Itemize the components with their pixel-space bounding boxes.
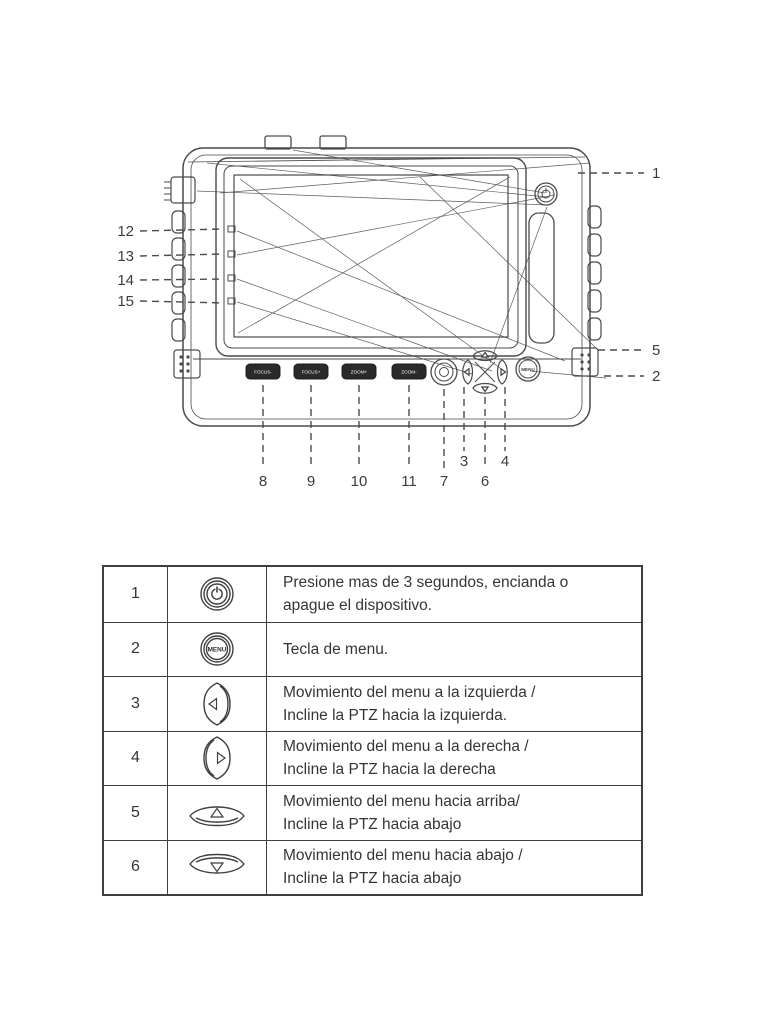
- callout-1: 1: [652, 165, 661, 182]
- table-row: [104, 785, 641, 840]
- right-arrow-icon: [167, 732, 266, 786]
- dpad-right: [498, 360, 508, 384]
- device-illustration: [98, 131, 672, 505]
- table-row: [104, 567, 641, 622]
- zoom-plus-button-label: ZOOM+: [350, 369, 368, 375]
- row-description: [266, 841, 641, 895]
- row-number: 2: [131, 640, 140, 658]
- callout-12: 12: [117, 223, 134, 240]
- row-number: 4: [131, 749, 140, 767]
- table-row: [104, 840, 641, 895]
- description-line: Incline la PTZ hacia la derecha: [283, 761, 496, 779]
- row-description: [266, 786, 641, 840]
- menu-icon-label: MENU: [207, 646, 227, 654]
- callout-14: 14: [117, 272, 134, 289]
- callout-10: 10: [350, 473, 368, 490]
- down-arrow-icon: [167, 841, 266, 895]
- menu-button: [516, 357, 540, 381]
- menu-button-label: MENU: [521, 366, 535, 372]
- focus-minus-button-label: FOCUS-: [254, 369, 272, 375]
- table-row: [104, 676, 641, 731]
- power-button: [535, 183, 557, 205]
- callout-8: 8: [258, 473, 268, 490]
- callout-11: 11: [401, 473, 417, 490]
- callout-9: 9: [306, 473, 316, 490]
- description-line: Incline la PTZ hacia abajo: [283, 870, 462, 888]
- description-line: Movimiento del menu hacia arriba/: [283, 792, 520, 810]
- dpad-down: [473, 384, 497, 394]
- description-line: Presione mas de 3 segundos, encianda o: [283, 574, 569, 592]
- callout-6: 6: [480, 473, 490, 490]
- button-description-table: [102, 565, 643, 896]
- right-bottom-connector: [572, 348, 598, 376]
- left-bottom-connector: [174, 350, 200, 378]
- row-number: 5: [131, 803, 140, 821]
- callout-3: 3: [459, 453, 469, 470]
- row-description: [266, 567, 641, 622]
- callout-13: 13: [117, 248, 134, 265]
- description-line: Movimiento del menu hacia abajo /: [283, 847, 523, 865]
- row-number: 1: [131, 585, 140, 603]
- callout-4: 4: [500, 453, 510, 470]
- dpad-left: [463, 360, 473, 384]
- focus-zoom-buttons: [246, 364, 426, 379]
- dpad: [463, 351, 508, 394]
- description-line: Movimiento del menu a la derecha /: [283, 738, 529, 756]
- left-top-connector: [164, 177, 195, 203]
- table-row: [104, 731, 641, 786]
- menu-icon: [167, 623, 266, 677]
- callout-5: 5: [652, 342, 661, 359]
- up-arrow-icon: [167, 786, 266, 840]
- row-number: 6: [131, 858, 140, 876]
- row-description: [266, 677, 641, 731]
- callout-7: 7: [439, 473, 449, 490]
- left-arrow-icon: [167, 677, 266, 731]
- callout-2: 2: [652, 368, 661, 385]
- description-line: Tecla de menu.: [283, 640, 389, 658]
- leader-lines: [197, 150, 606, 378]
- zoom-minus-button-label: ZOOM-: [401, 369, 417, 375]
- description-line: apague el dispositivo.: [283, 597, 433, 615]
- callouts: [117, 165, 660, 490]
- table-row: [104, 622, 641, 677]
- row-description: [266, 732, 641, 786]
- description-line: Movimiento del menu a la izquierda /: [283, 683, 536, 701]
- device-diagram: [98, 131, 672, 505]
- speaker-grille: [529, 213, 554, 343]
- row-number: 3: [131, 694, 140, 712]
- description-line: Incline la PTZ hacia la izquierda.: [283, 706, 508, 724]
- row-description: [266, 623, 641, 677]
- callout-15: 15: [117, 293, 134, 310]
- round-function-button: [431, 359, 457, 385]
- focus-plus-button-label: FOCUS+: [301, 369, 321, 375]
- description-line: Incline la PTZ hacia abajo: [283, 815, 462, 833]
- power-icon: [167, 567, 266, 622]
